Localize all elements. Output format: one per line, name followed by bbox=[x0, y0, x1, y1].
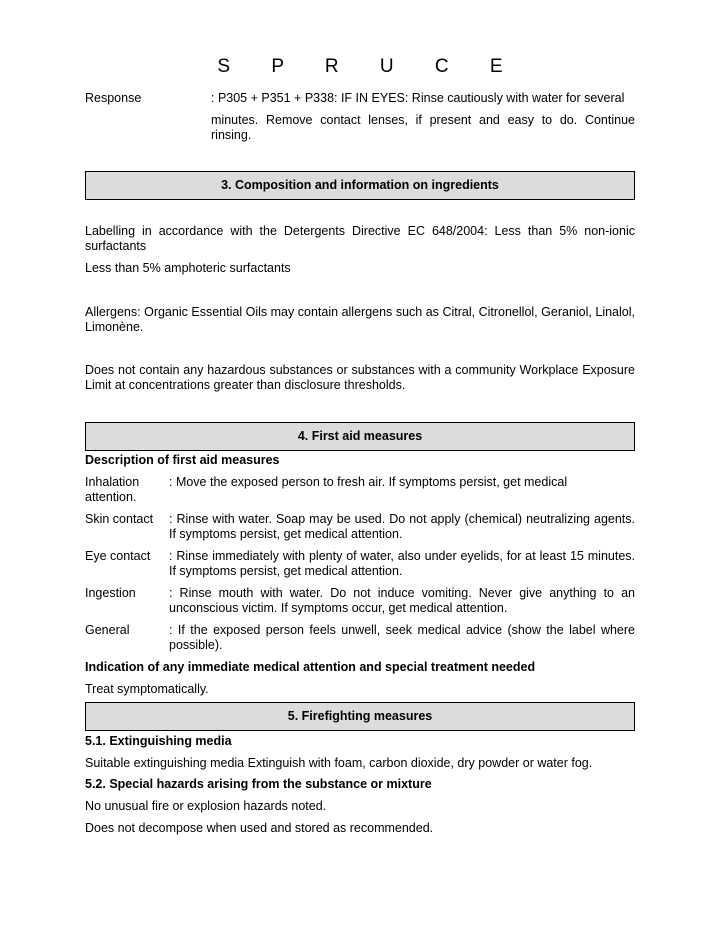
first-aid-text-ingestion: : Rinse mouth with water. Do not induce vomiting. Never give anything to an unconscious victim. If symptoms occur, get medical attention. bbox=[169, 586, 635, 615]
first-aid-label-skin: Skin contact bbox=[85, 512, 154, 526]
indication-text: Treat symptomatically. bbox=[85, 682, 209, 696]
first-aid-text-eye: : Rinse immediately with plenty of water, also under eyelids, for at least 15 minutes. If symptoms persist, get medical attention. bbox=[169, 549, 635, 578]
first-aid-label-ingestion: Ingestion bbox=[85, 586, 136, 600]
first-aid-label-inhalation: Inhalation bbox=[85, 475, 140, 489]
section-3-heading: 3. Composition and information on ingredients bbox=[85, 171, 635, 200]
section-4-heading: 4. First aid measures bbox=[85, 422, 635, 451]
special-hazards-title: 5.2. Special hazards arising from the substance or mixture bbox=[85, 777, 432, 791]
special-hazards-text-1: No unusual fire or explosion hazards noted. bbox=[85, 799, 327, 813]
first-aid-subtitle: Description of first aid measures bbox=[85, 453, 280, 467]
special-hazards-text-2: Does not decompose when used and stored as recommended. bbox=[85, 821, 434, 835]
first-aid-label-eye: Eye contact bbox=[85, 549, 151, 563]
first-aid-text-general: : If the exposed person feels unwell, seek medical advice (show the label where possible). bbox=[169, 623, 635, 652]
first-aid-label-general: General bbox=[85, 623, 130, 637]
first-aid-text-inhalation-cont: attention. bbox=[85, 490, 137, 504]
section-3-paragraph-allergens: Allergens: Organic Essential Oils may contain allergens such as Citral, Citronellol, Geraniol, Linalol, Limonène. bbox=[85, 305, 635, 334]
brand-header: S P R U C E bbox=[217, 56, 521, 77]
extinguishing-media-text: Suitable extinguishing media Extinguish with foam, carbon dioxide, dry powder or water fog. bbox=[85, 756, 593, 770]
section-3-paragraph-hazardous: Does not contain any hazardous substances or substances with a community Workplace Exposure Limit at concentrations greater than disclosure thresholds. bbox=[85, 363, 635, 392]
response-line-1: : P305 + P351 + P338: IF IN EYES: Rinse cautiously with water for several bbox=[211, 91, 625, 105]
first-aid-text-skin: : Rinse with water. Soap may be used. Do not apply (chemical) neutralizing agents. If symptoms persist, get medical attention. bbox=[169, 512, 635, 541]
first-aid-text-inhalation: : Move the exposed person to fresh air. If symptoms persist, get medical bbox=[169, 475, 568, 489]
response-line-2: minutes. Remove contact lenses, if present and easy to do. Continue rinsing. bbox=[211, 113, 635, 142]
extinguishing-media-title: 5.1. Extinguishing media bbox=[85, 734, 232, 748]
section-3-paragraph-labelling: Labelling in accordance with the Detergents Directive EC 648/2004: Less than 5% non-ionic surfactants bbox=[85, 224, 635, 253]
indication-title: Indication of any immediate medical attention and special treatment needed bbox=[85, 660, 536, 674]
section-5-heading: 5. Firefighting measures bbox=[85, 702, 635, 731]
section-3-paragraph-amphoteric: Less than 5% amphoteric surfactants bbox=[85, 261, 291, 275]
response-label: Response bbox=[85, 91, 142, 105]
